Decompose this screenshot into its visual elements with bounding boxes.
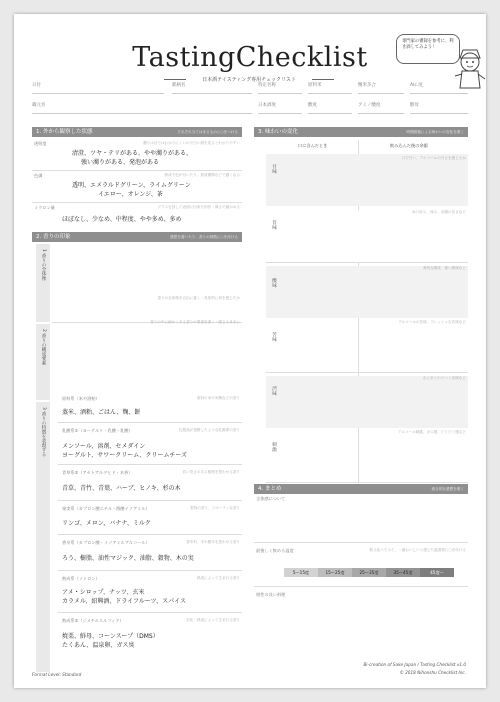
divider xyxy=(58,422,242,423)
pairing-label: 相性の良い料理 xyxy=(256,592,286,597)
divider xyxy=(58,570,242,571)
taste-label-sweet: 甘味 xyxy=(271,164,276,174)
aroma-group-1-note: 原料の米や米麹などの香り xyxy=(196,396,240,400)
field-brand[interactable]: 銘柄名 xyxy=(172,82,252,94)
aroma-group-1: 原料系（米や酒粕） xyxy=(62,396,100,401)
field-grade[interactable]: 特定名称 xyxy=(258,82,302,94)
aroma-group-1-options[interactable]: 蒸米、酒粕、ごはん、麹、餅 xyxy=(62,409,141,416)
viscosity-note: グラスを回して表面に出来た形状・薄さで確かめる xyxy=(157,205,240,209)
field-brewery[interactable]: 蔵元名 xyxy=(32,102,252,114)
clarity-note: 濁りは目ではわかりにくいので白い紙を見るとわかりやすい xyxy=(142,141,240,145)
aroma-group-3-options[interactable]: 青草、青竹、青葉、ハーブ、ヒノキ、杉の木 xyxy=(62,485,181,492)
aroma-group-4-note: 果物の香り、フルーティな香り xyxy=(190,506,240,510)
aroma-group-4-options[interactable]: リンゴ、メロン、バナナ、ミルク xyxy=(62,520,151,527)
aroma-group-2-options-2[interactable]: ヨーグルト、サワークリーム、クリームチーズ xyxy=(62,452,188,459)
aroma-group-5-note: 香辛料、木や樹木を思わせる香り xyxy=(186,540,240,544)
aroma-group-6: 熟成系（ソトロン） xyxy=(62,576,100,581)
section1-header: 1. 外から観察した状態 それぞれ当てはまるものに○をつける xyxy=(32,127,242,137)
divider xyxy=(266,262,468,263)
divider xyxy=(58,612,242,613)
color-label: 色調 xyxy=(34,173,43,178)
field-acidity[interactable]: 酸度 xyxy=(308,102,352,114)
viscosity-options[interactable]: ほぼなし、少なめ、中程度、やや多め、多め xyxy=(62,216,182,223)
footer-copyright: © 2018 Nihonshu Checklist Inc. xyxy=(399,670,466,675)
temperature-label: 最後しく飲める温度 xyxy=(256,548,294,553)
color-options-1[interactable]: 透明、エメラルドグリーン、ライムグリーン xyxy=(72,182,191,189)
field-alcohol[interactable]: Alc.度 xyxy=(410,82,468,94)
aroma-group-3-note: 若い青さのある植物を思わせる香り xyxy=(182,470,240,474)
checklist-sheet xyxy=(14,14,486,688)
aroma-group-7: 熟成系②（ジメチルスルフィド） xyxy=(62,618,124,623)
taste-row-astringent[interactable] xyxy=(266,376,468,428)
divider xyxy=(32,202,242,203)
aroma-group-5-options[interactable]: ろう、樹脂、油性マジック、油脂、穀物、木の実 xyxy=(62,555,194,562)
aroma-group-7-note: 劣化・熟成によって生まれる香り xyxy=(186,618,240,622)
clarity-options-2[interactable]: 強い濁りがある、発泡がある xyxy=(81,159,160,166)
clarity-label: 透明度 xyxy=(34,141,47,146)
taste-label-umami: 旨味 xyxy=(271,220,276,230)
taste-note-bitter: アルコールの苦味、フレッシュな苦味など xyxy=(398,320,466,324)
taste-note-sour: 爽快な酸味、重い酸味など xyxy=(422,266,466,270)
color-note: 熟成で色が付いたり、熟成期間などで濃くなる xyxy=(164,173,240,177)
aroma-overall-note: 香りの全体像を自由に書く・具体的に何を感じたか xyxy=(157,296,240,300)
field-smv[interactable]: 日本酒度 xyxy=(258,102,302,114)
field-date[interactable]: 日付 xyxy=(32,82,164,94)
taste-row-sour[interactable] xyxy=(266,266,468,318)
temp-option-1[interactable]: 5～15度 xyxy=(284,568,318,577)
taste-note-stimulus: アルコール刺激、ガス感、ピリピリ感など xyxy=(397,430,466,434)
section4-header: 4. まとめ 総合的な感想を書く xyxy=(254,484,468,494)
temp-option-5[interactable]: 45度～ xyxy=(420,568,454,577)
aroma-group-6-options-1[interactable]: アメ・シロップ、ナッツ、玄米 xyxy=(62,589,145,596)
aroma-components-tab: 2 香りの構成要素 xyxy=(36,324,50,400)
taste-label-stimulus: 刺激 xyxy=(271,442,276,452)
divider xyxy=(32,170,242,171)
taste-row-umami[interactable] xyxy=(266,210,468,262)
clarity-options-1[interactable]: 清澄、ツヤ・テリがある、やや濁りがある、 xyxy=(72,150,193,157)
field-yeast[interactable]: 酵母 xyxy=(410,102,468,114)
temp-option-2[interactable]: 15～25度 xyxy=(318,568,352,577)
section3-header: 3. 味わいの変化 時間経過による味わいの変化を書く xyxy=(254,127,468,137)
field-polish[interactable]: 精米歩合 xyxy=(358,82,404,94)
field-rice[interactable]: 原料米 xyxy=(308,82,352,94)
divider xyxy=(254,586,468,587)
aroma-group-3: 青草系②（アセトアルデヒド・木香） xyxy=(62,470,133,475)
taste-row-sweet[interactable] xyxy=(266,154,468,206)
aroma-group-2: 乳酸系①（ヨーグルト・乳酸・乳酸） xyxy=(62,428,133,433)
col-finish: 飲み込んだ後の余韻 xyxy=(390,143,428,148)
divider xyxy=(58,534,242,535)
field-amino[interactable]: アミノ酸度 xyxy=(358,102,404,114)
temperature-note: 飲み比べてみて、一番おいしいと感じた温度帯に○を付ける xyxy=(369,548,466,552)
divider xyxy=(266,482,468,483)
taste-note-umami: 米の旨み、深み、余韻の長さなど xyxy=(411,210,466,214)
divider xyxy=(58,464,242,465)
aroma-group-5: 香辛系（カプロン酸・イソアミルアルコール） xyxy=(62,540,150,545)
taste-label-astringent: 渋味 xyxy=(271,386,276,396)
aroma-group-2-note: 乳製品が発酵したような乳酸系の香り xyxy=(178,428,240,432)
aroma-group-4: 果実系（カプロン酸エチル・酢酸イソアミル） xyxy=(62,506,150,511)
page-subtitle: 日本酒テイスティング専用チェックリスト xyxy=(164,76,334,83)
taste-label-sour: 酸味 xyxy=(271,278,276,288)
divider xyxy=(266,372,468,373)
aroma-group-6-note: 熟成によって生まれる香り xyxy=(196,576,240,580)
color-options-2[interactable]: イエロー、オレンジ、茶 xyxy=(98,191,163,198)
aroma-feature-tab: 3 香りの特徴を表現する xyxy=(36,402,50,672)
divider xyxy=(254,542,468,543)
aroma-group-6-options-2[interactable]: カラメル、紹興酒、ドライフルーツ、スパイス xyxy=(62,598,187,605)
section2-header: 2. 香りの印象 感想を書いたり、香りの特徴に○を付ける xyxy=(32,232,242,242)
speech-bubble: 専門家の審録を参考に、利き酒してみよう！ xyxy=(396,34,460,64)
taste-note-sweet: 口で甘い、アルコールの甘さを感じるか xyxy=(401,156,466,160)
page-title: TastingChecklist xyxy=(132,42,368,73)
temp-option-3[interactable]: 25～35度 xyxy=(352,568,386,577)
footer-credit: Bi-creation of Sake Japan / Tasting Checklist v1.0 xyxy=(363,662,466,667)
footer-level: Format Level: Standard xyxy=(32,672,82,677)
col-in-mouth: 口に含んだとき xyxy=(298,143,328,148)
temp-option-4[interactable]: 35～45度 xyxy=(386,568,420,577)
taste-note-astringent: 舌にまとわりつく渋味など xyxy=(422,376,466,380)
aroma-group-7-options-1[interactable]: 焼栗、鮮母、コーンスープ（DMS） xyxy=(62,633,159,640)
viscosity-label: ミクロン量 xyxy=(34,205,55,210)
aroma-group-7-options-2[interactable]: たくあん、温泉卵、ガス臭 xyxy=(62,642,135,649)
taste-label-bitter: 苦味 xyxy=(271,332,276,342)
aroma-overall-tab: 1 香りの全体像 xyxy=(36,244,50,322)
aroma-components-note: 香りの中に細かくある香りの要素を書く・感じるままに xyxy=(150,320,240,324)
overall-label: 全体感について xyxy=(256,496,286,501)
divider xyxy=(58,500,242,501)
aroma-group-2-options-1[interactable]: メンソール、溶剤、セメダイン xyxy=(62,443,146,450)
